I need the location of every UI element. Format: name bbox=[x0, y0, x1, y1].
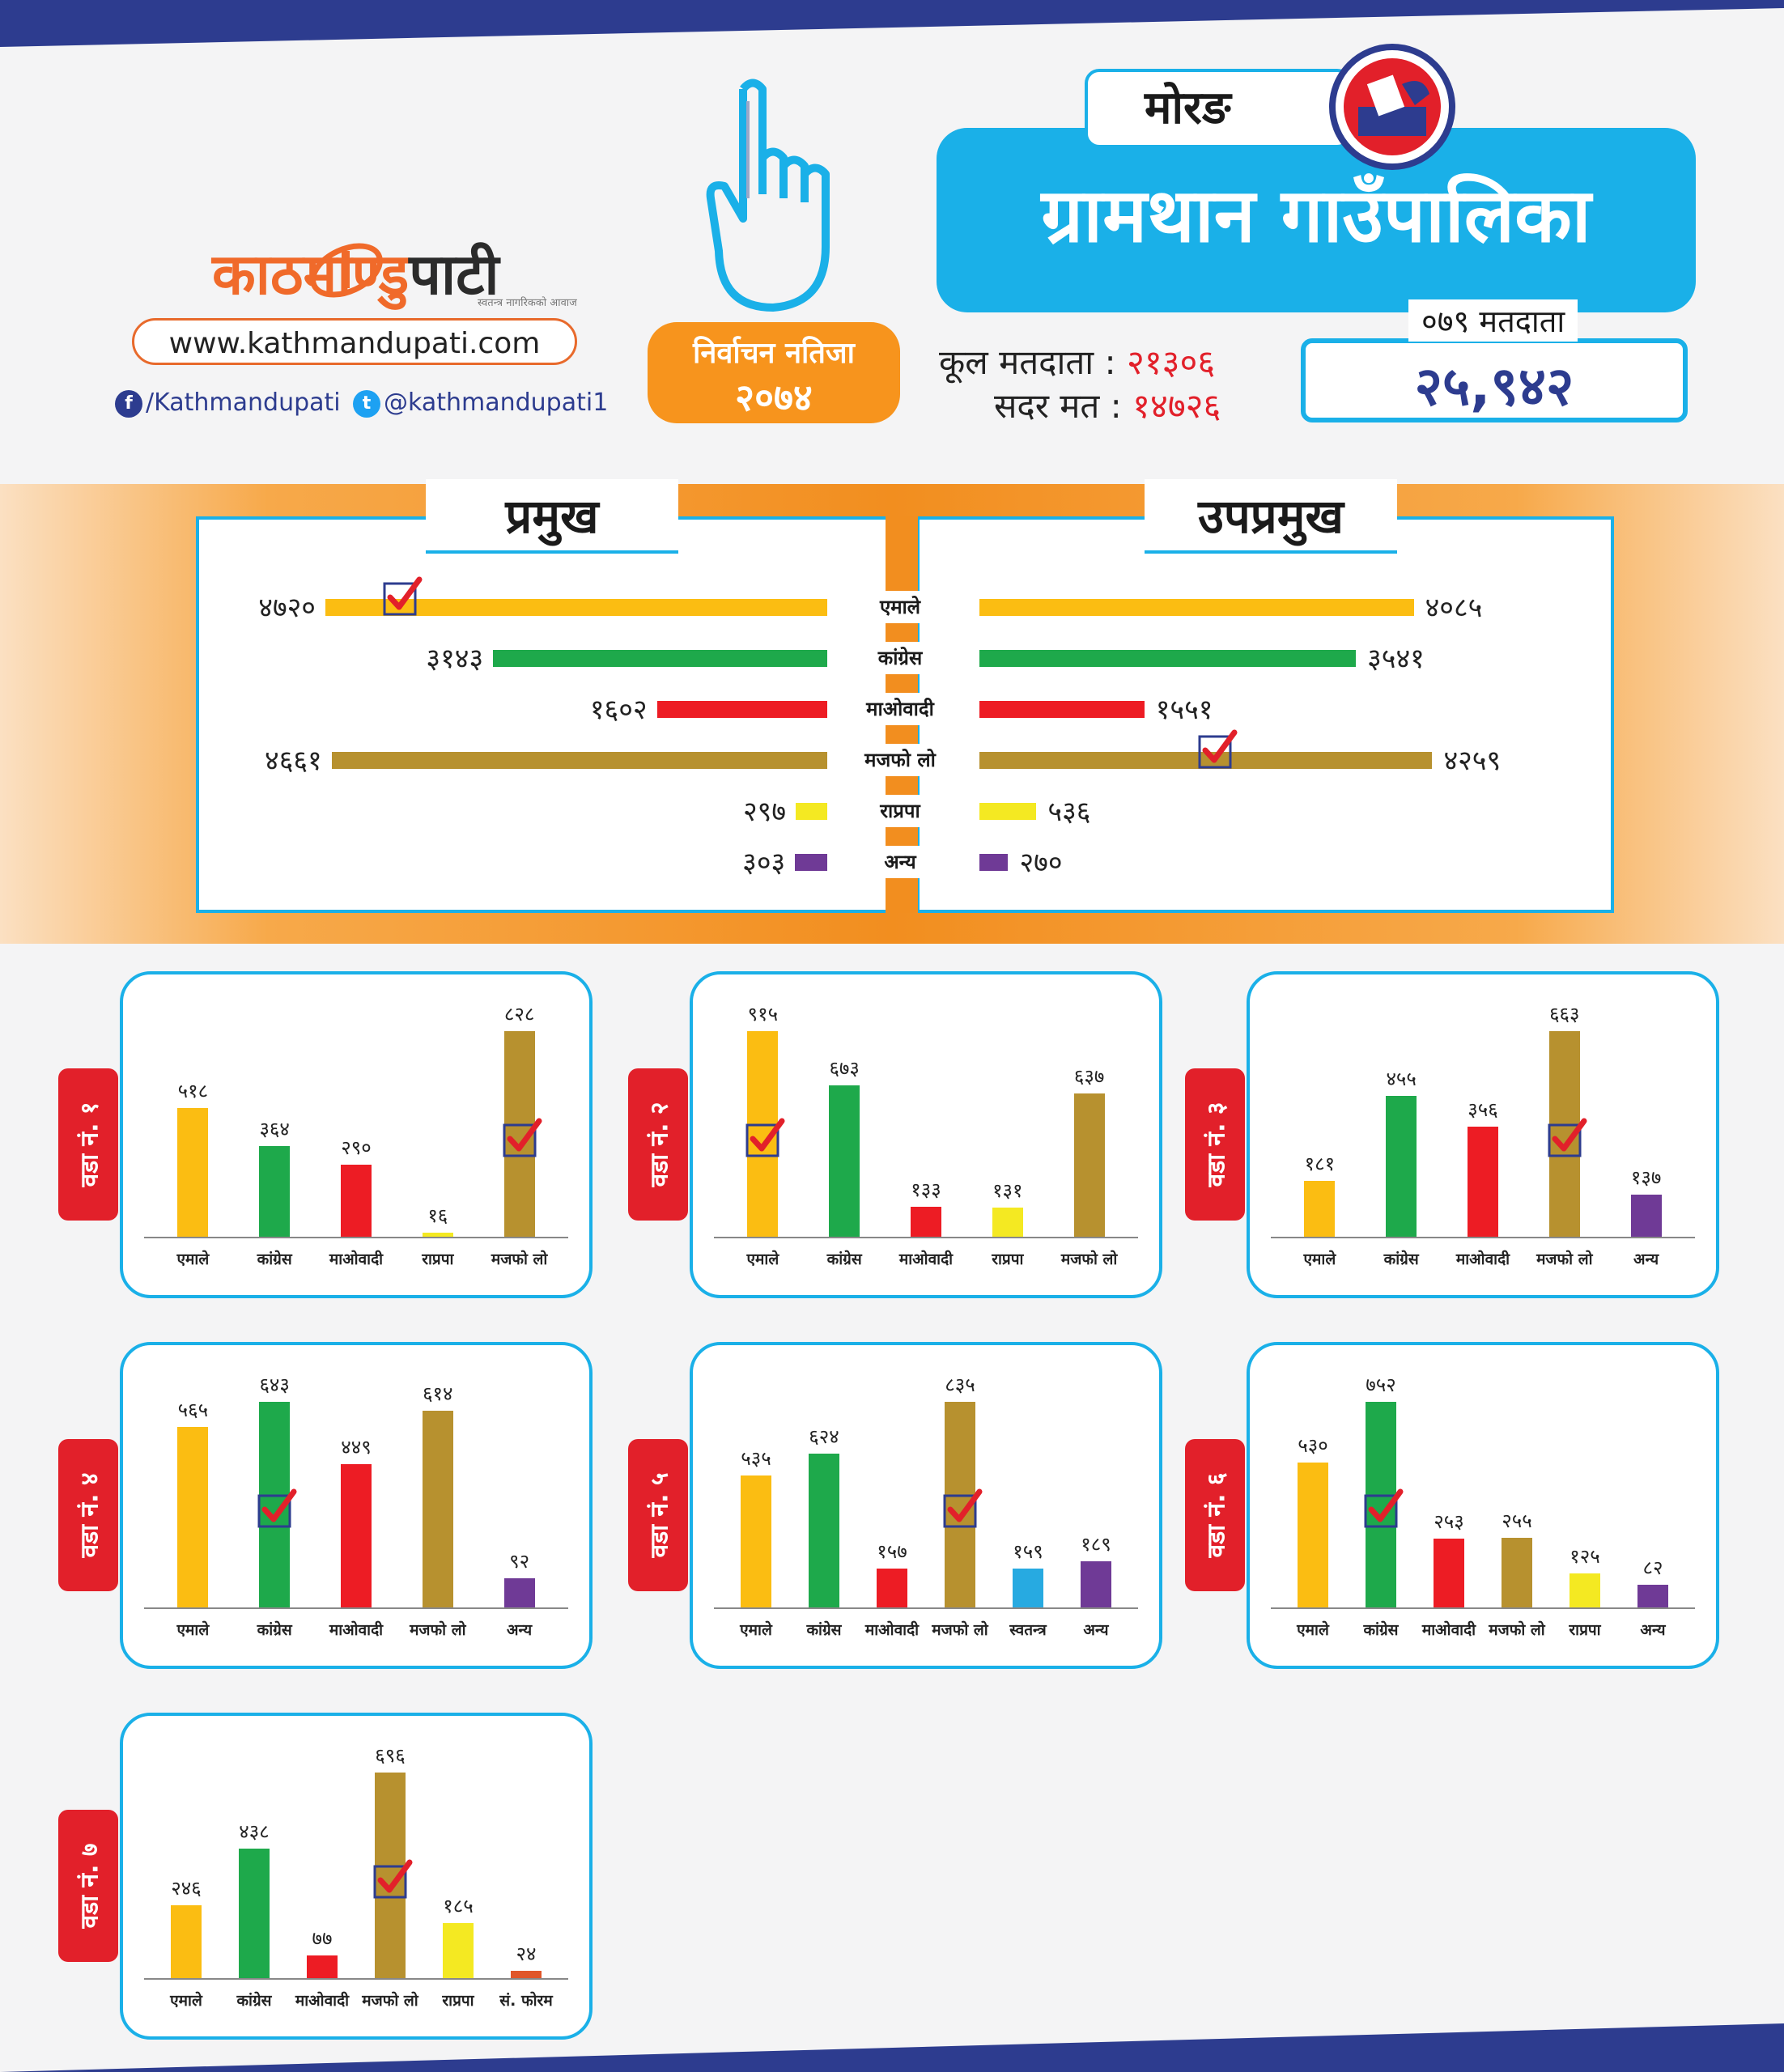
ward-6-label-maoist: माओवादी bbox=[1421, 1621, 1476, 1639]
ward-2-label-emale: एमाले bbox=[746, 1250, 779, 1268]
ward-7-value-emale: २४६ bbox=[171, 1877, 202, 1900]
ward-1-winner-check-icon bbox=[502, 1118, 542, 1158]
ward-3-value-maoist: ३५६ bbox=[1468, 1098, 1498, 1121]
ward-5-value-congress: ६२४ bbox=[809, 1425, 839, 1449]
ward-3-value-other: १३७ bbox=[1630, 1166, 1662, 1189]
ward-7-bar-sangh-forum bbox=[511, 1971, 542, 1978]
ward-2-label-majafo: मजफो लो bbox=[1060, 1250, 1118, 1268]
party-label-maoist: माओवादी bbox=[858, 693, 942, 725]
ward-2-label-maoist: माओवादी bbox=[898, 1250, 954, 1268]
ward-5-tab bbox=[628, 1439, 688, 1591]
party-label-emale: एमाले bbox=[858, 591, 942, 623]
ward-3-label-other: अन्य bbox=[1633, 1250, 1659, 1268]
ward-7-label-maoist: माओवादी bbox=[295, 1992, 350, 2010]
ward-5-label-other: अन्य bbox=[1083, 1621, 1109, 1639]
ward-4-axis bbox=[144, 1607, 568, 1609]
ward-7-label-sangh-forum: सं. फोरम bbox=[499, 1992, 553, 2010]
ward-7-winner-check-icon bbox=[372, 1859, 413, 1900]
badge-title: निर्वाचन नतिजा bbox=[693, 337, 855, 370]
twitter-link[interactable]: t @kathmandupati1 bbox=[353, 388, 608, 418]
ward-6-bar-maoist bbox=[1434, 1539, 1464, 1607]
party-label-other: अन्य bbox=[858, 846, 942, 878]
ward-1-label-emale: एमाले bbox=[176, 1250, 210, 1268]
ward-3-title: वडा नं. ३ bbox=[1202, 1102, 1231, 1187]
municipality-title: ग्रामथान गाउँपालिका bbox=[1041, 172, 1591, 259]
ward-4-value-majafo: ६१४ bbox=[423, 1382, 453, 1406]
ward-4-tab bbox=[58, 1439, 118, 1591]
ward-7-value-majafo: ६९६ bbox=[375, 1744, 406, 1767]
deputy-title: उपप्रमुख bbox=[1145, 479, 1397, 554]
ward-6-label-other: अन्य bbox=[1640, 1621, 1666, 1639]
ward-5-winner-check-icon bbox=[942, 1488, 983, 1529]
ward-7-label-congress: कांग्रेस bbox=[236, 1992, 272, 2010]
ward-7-tab bbox=[58, 1810, 118, 1962]
ward-1-value-maoist: २९० bbox=[341, 1136, 372, 1160]
ward-6-value-rapra: १२५ bbox=[1569, 1544, 1600, 1568]
ward-3-label-emale: एमाले bbox=[1303, 1250, 1336, 1268]
ward-1-tab bbox=[58, 1068, 118, 1221]
ward-6-bar-rapra bbox=[1569, 1573, 1600, 1607]
deputy-value-emale: ४०८५ bbox=[1425, 592, 1483, 624]
ward-6-value-congress: ७५२ bbox=[1366, 1374, 1396, 1396]
ward-1-label-maoist: माओवादी bbox=[329, 1250, 384, 1268]
ward-6-label-rapra: राप्रपा bbox=[1569, 1621, 1601, 1639]
valid-votes-stat: सदर मत : १४७२६ bbox=[994, 386, 1221, 426]
ward-1-bar-congress bbox=[259, 1146, 290, 1237]
ward-3-label-congress: कांग्रेस bbox=[1383, 1250, 1419, 1268]
ward-2-bar-majafo bbox=[1074, 1093, 1105, 1237]
ward-6-bar-other bbox=[1637, 1585, 1668, 1607]
ward-6-axis bbox=[1271, 1607, 1695, 1609]
ward-2-axis bbox=[714, 1237, 1138, 1238]
ward-5-value-emale: ५३५ bbox=[741, 1447, 771, 1471]
party-label-congress: कांग्रेस bbox=[858, 642, 942, 674]
badge-year: २०७४ bbox=[735, 376, 813, 419]
ward-2-value-maoist: १३३ bbox=[911, 1178, 941, 1202]
ward-6-title: वडा नं. ६ bbox=[1202, 1472, 1231, 1558]
ward-1-value-emale: ५१८ bbox=[177, 1080, 209, 1103]
ward-5-bar-maoist bbox=[877, 1569, 907, 1607]
ward-4-value-emale: ५६५ bbox=[177, 1398, 209, 1421]
ward-1-axis bbox=[144, 1237, 568, 1238]
twitter-icon: t bbox=[353, 390, 380, 418]
ward-6-tab bbox=[1185, 1439, 1245, 1591]
ward-7-axis bbox=[144, 1978, 568, 1980]
ward-5-bar-congress bbox=[809, 1454, 839, 1607]
ward-6-label-emale: एमाले bbox=[1297, 1621, 1329, 1639]
ward-5-title: वडा नं. ५ bbox=[645, 1472, 674, 1558]
ward-2-value-rapra: १३१ bbox=[992, 1178, 1023, 1202]
ward-7-bar-emale bbox=[171, 1905, 202, 1978]
ward-2-winner-check-icon bbox=[745, 1118, 785, 1158]
ward-3-tab bbox=[1185, 1068, 1245, 1221]
ward-1-label-majafo: मजफो लो bbox=[491, 1250, 548, 1268]
ward-4-label-emale: एमाले bbox=[176, 1621, 210, 1639]
ward-1-value-majafo: ८२८ bbox=[503, 1003, 535, 1025]
ward-7-value-rapra: १८५ bbox=[443, 1895, 474, 1918]
ward-5-bar-independent bbox=[1013, 1569, 1043, 1607]
ward-5-axis bbox=[714, 1607, 1138, 1609]
ward-6-winner-check-icon bbox=[1363, 1488, 1404, 1529]
ward-6-label-majafo: मजफो लो bbox=[1489, 1621, 1545, 1639]
ward-6-value-emale: ५३० bbox=[1298, 1433, 1328, 1457]
ward-3-bar-emale bbox=[1304, 1181, 1335, 1237]
ward-4-bar-maoist bbox=[341, 1464, 372, 1607]
deputy-value-majafo: ४२५९ bbox=[1443, 745, 1502, 777]
ward-4-value-maoist: ४४९ bbox=[341, 1435, 372, 1458]
ward-6-value-maoist: २५३ bbox=[1434, 1509, 1464, 1533]
ward-2-value-emale: ९१५ bbox=[747, 1003, 779, 1025]
ward-3-value-congress: ४५५ bbox=[1386, 1067, 1417, 1090]
ward-3-bar-other bbox=[1631, 1195, 1662, 1237]
ward-1-bar-maoist bbox=[341, 1165, 372, 1237]
deputy-value-rapra: ५३६ bbox=[1047, 796, 1091, 828]
mayor-value-majafo: ४६६१ bbox=[265, 745, 322, 777]
party-label-majafo: मजफो लो bbox=[858, 744, 942, 776]
ward-5-label-maoist: माओवादी bbox=[864, 1621, 920, 1639]
ward-5-label-majafo: मजफो लो bbox=[932, 1621, 988, 1639]
ward-3-axis bbox=[1271, 1237, 1695, 1238]
ward-1-bar-emale bbox=[177, 1108, 208, 1237]
facebook-link[interactable]: f /Kathmandupati bbox=[115, 388, 341, 418]
voters-079-label: ०७९ मतदाता bbox=[1408, 299, 1578, 342]
mayor-value-rapra: २९७ bbox=[742, 796, 786, 828]
ward-7-bar-congress bbox=[239, 1849, 270, 1978]
ward-6-value-other: ८२ bbox=[1642, 1556, 1663, 1580]
ward-7-bar-rapra bbox=[443, 1923, 474, 1978]
ward-2-value-majafo: ६३७ bbox=[1073, 1065, 1105, 1089]
ward-2-title: वडा नं. २ bbox=[645, 1102, 674, 1187]
website-link[interactable]: www.kathmandupati.com bbox=[132, 318, 577, 365]
ward-1-value-congress: ३६४ bbox=[259, 1118, 290, 1141]
ward-7-label-rapra: राप्रपा bbox=[442, 1992, 474, 2010]
ward-3-label-maoist: माओवादी bbox=[1455, 1250, 1510, 1268]
ward-5-label-emale: एमाले bbox=[740, 1621, 772, 1639]
ward-6-value-majafo: २५५ bbox=[1502, 1509, 1532, 1532]
ward-4-value-congress: ६४३ bbox=[259, 1374, 290, 1396]
ward-4-value-other: ९२ bbox=[509, 1549, 530, 1573]
bottom-stripe bbox=[0, 2023, 1784, 2072]
ward-5-value-other: १८९ bbox=[1081, 1532, 1111, 1556]
mayor-value-emale: ४७२० bbox=[258, 592, 316, 624]
ward-1-bar-rapra bbox=[423, 1233, 453, 1237]
facebook-icon: f bbox=[115, 390, 142, 418]
ward-1-label-rapra: राप्रपा bbox=[422, 1250, 454, 1268]
ward-5-label-congress: कांग्रेस bbox=[806, 1621, 842, 1639]
logo-wordmark: काठमाण्डुपाटी bbox=[212, 241, 499, 308]
ward-3-bar-maoist bbox=[1468, 1127, 1498, 1237]
ward-7-title: वडा नं. ७ bbox=[75, 1843, 104, 1929]
ward-2-tab bbox=[628, 1068, 688, 1221]
ward-4-winner-check-icon bbox=[257, 1488, 297, 1529]
deputy-value-maoist: १५५१ bbox=[1155, 694, 1213, 726]
voters-079-value: २५,९४२ bbox=[1414, 355, 1574, 418]
ward-1-title: वडा नं. १ bbox=[75, 1102, 104, 1187]
ward-1-label-congress: कांग्रेस bbox=[257, 1250, 292, 1268]
ward-6-bar-majafo bbox=[1502, 1538, 1532, 1607]
deputy-value-other: २७० bbox=[1019, 847, 1063, 879]
party-label-rapra: राप्रपा bbox=[858, 795, 942, 827]
ward-5-value-independent: १५९ bbox=[1013, 1539, 1043, 1563]
logo-tagline: स्वतन्त्र नागरिकको आवाज bbox=[478, 297, 577, 309]
ward-7-bar-maoist bbox=[307, 1955, 338, 1978]
ward-4-bar-emale bbox=[177, 1427, 208, 1607]
ward-7-label-emale: एमाले bbox=[170, 1992, 202, 2010]
mayor-title: प्रमुख bbox=[426, 479, 678, 554]
ward-2-label-rapra: राप्रपा bbox=[992, 1250, 1024, 1268]
mayor-value-maoist: १६०२ bbox=[589, 694, 648, 726]
mayor-value-congress: ३१४३ bbox=[426, 643, 484, 675]
ward-2-value-congress: ६७३ bbox=[829, 1057, 860, 1081]
ward-3-value-emale: १८१ bbox=[1304, 1152, 1336, 1175]
ward-4-label-maoist: माओवादी bbox=[329, 1621, 384, 1639]
ward-2-bar-maoist bbox=[911, 1207, 941, 1237]
ward-7-value-congress: ४३८ bbox=[239, 1820, 270, 1844]
ward-1-value-rapra: १६ bbox=[427, 1204, 448, 1228]
ward-3-bar-congress bbox=[1386, 1096, 1417, 1237]
ward-4-label-majafo: मजफो लो bbox=[410, 1621, 466, 1639]
ward-2-bar-congress bbox=[829, 1085, 860, 1237]
ward-3-winner-check-icon bbox=[1547, 1118, 1587, 1158]
ward-7-value-sangh-forum: २४ bbox=[516, 1942, 537, 1966]
ward-3-value-majafo: ६६३ bbox=[1549, 1003, 1580, 1025]
ward-4-title: वडा नं. ४ bbox=[75, 1472, 104, 1558]
ward-4-label-other: अन्य bbox=[507, 1621, 533, 1639]
ward-7-label-majafo: मजफो लो bbox=[362, 1992, 418, 2010]
ward-5-bar-other bbox=[1081, 1561, 1111, 1607]
ward-5-value-majafo: ८३५ bbox=[945, 1374, 975, 1396]
ward-6-bar-emale bbox=[1298, 1463, 1328, 1607]
ward-2-bar-rapra bbox=[992, 1208, 1023, 1237]
deputy-value-congress: ३५४१ bbox=[1367, 643, 1425, 675]
district-label: मोरङ bbox=[1085, 69, 1352, 148]
ward-7-value-maoist: ७७ bbox=[312, 1926, 333, 1950]
total-voters-stat: कूल मतदाता : २१३०६ bbox=[939, 342, 1216, 382]
ward-4-label-congress: कांग्रेस bbox=[257, 1621, 292, 1639]
ward-4-bar-majafo bbox=[423, 1411, 453, 1607]
ward-5-bar-emale bbox=[741, 1475, 771, 1607]
mayor-value-other: ३०३ bbox=[742, 847, 786, 879]
ward-5-label-independent: स्वतन्त्र bbox=[1009, 1621, 1047, 1639]
ward-3-label-majafo: मजफो लो bbox=[1536, 1250, 1593, 1268]
ward-2-label-congress: कांग्रेस bbox=[826, 1250, 862, 1268]
ward-5-value-maoist: १५७ bbox=[877, 1540, 907, 1564]
ward-4-bar-other bbox=[504, 1578, 535, 1607]
ward-6-label-congress: कांग्रेस bbox=[1363, 1621, 1399, 1639]
